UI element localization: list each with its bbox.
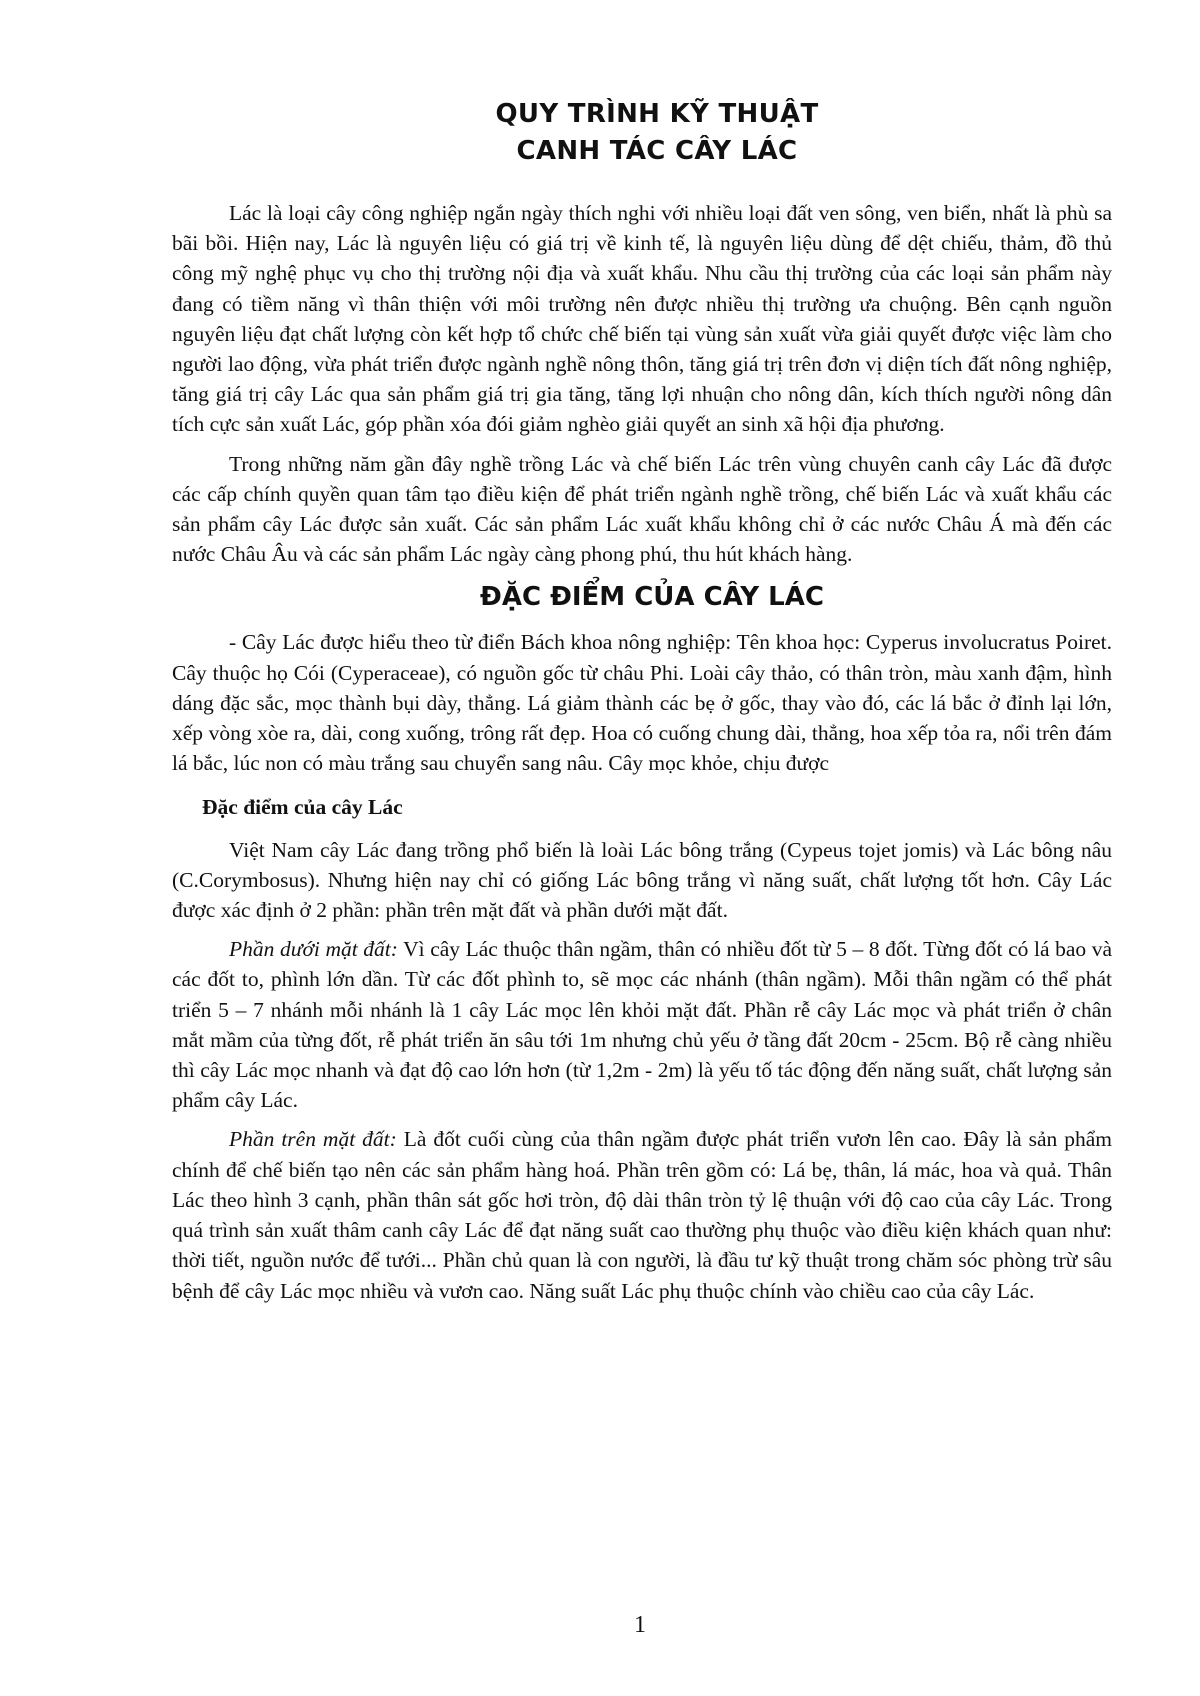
- subheading: Đặc điểm của cây Lác: [202, 795, 403, 820]
- above-ground-paragraph: [172, 1124, 1112, 1305]
- intro-paragraph-1: Lác là loại cây công nghiệp ngắn ngày thích nghi với nhiều loại đất ven sông, ven biển, nhất là phù sa bãi bồi. Hiện nay, Lác là nguyên liệu có giá trị về kinh tế, là nguyên liệu dùng để dệt chiếu, thảm, đồ thủ công mỹ nghệ phục vụ cho thị trường nội địa và xuất khẩu. Nhu cầu thị trường của các loại sản phẩm này đang có tiềm năng vì thân thiện với môi trường nên được nhiều thị trường ưa chuộng. Bên cạnh nguồn nguyên liệu đạt chất lượng còn kết hợp tổ chức chế biến tại vùng sản xuất vừa giải quyết được việc làm cho người lao động, vừa phát triển được ngành nghề nông thôn, tăng giá trị trên đơn vị diện tích đất nông nghiệp, tăng giá trị cây Lác qua sản phẩm giá trị gia tăng, tăng lợi nhuận cho nông dân, kích thích người nông dân tích cực sản xuất Lác, góp phần xóa đói giảm nghèo giải quyết an sinh xã hội địa phương.: [172, 201, 1112, 437]
- page-number: 1: [634, 1612, 646, 1638]
- above-ground-lead: Phần trên mặt đất:: [229, 1127, 397, 1152]
- document-page: [172, 96, 1112, 1315]
- document-title-line-1: QUY TRÌNH KỸ THUẬT: [495, 99, 819, 129]
- title-block: [172, 96, 1112, 170]
- document-title-line-2: CANH TÁC CÂY LÁC: [516, 136, 798, 166]
- section-heading: ĐẶC ĐIỂM CỦA CÂY LÁC: [480, 582, 824, 613]
- above-ground-text: Là đốt cuối cùng của thân ngầm được phát triển vươn lên cao. Đây là sản phẩm chính để chế biến tạo nên các sản phẩm hàng hoá. Phần trên gồm có: Lá bẹ, thân, lá mác, hoa và quả. Thân Lác theo hình 3 cạnh, phần thân sát gốc hơi tròn, độ dài thân tròn tỷ lệ thuận với độ cao của cây Lác. Trong quá trình sản xuất thâm canh cây Lác để đạt năng suất cao thường phụ thuộc vào điều kiện khách quan như: thời tiết, nguồn nước để tưới... Phần chủ quan là con người, là đầu tư kỹ thuật trong chăm sóc phòng trừ sâu bệnh để cây Lác mọc nhiều và vươn cao. Năng suất Lác phụ thuộc chính vào chiều cao của cây Lác.: [172, 1127, 1112, 1303]
- below-ground-paragraph: [172, 934, 1112, 1115]
- intro-paragraph-2: Trong những năm gần đây nghề trồng Lác và chế biến Lác trên vùng chuyên canh cây Lác đã được các cấp chính quyền quan tâm tạo điều kiện để phát triển ngành nghề trồng, chế biến Lác và xuất khẩu các sản phẩm cây Lác được sản xuất. Các sản phẩm Lác xuất khẩu không chỉ ở các nước Châu Á mà đến các nước Châu Âu và các sản phẩm Lác ngày càng phong phú, thu hút khách hàng.: [172, 451, 1112, 567]
- below-ground-lead: Phần dưới mặt đất:: [229, 937, 398, 962]
- section-paragraph-1: - Cây Lác được hiểu theo từ điển Bách khoa nông nghiệp: Tên khoa học: Cyperus involucratus Poiret. Cây thuộc họ Cói (Cyperaceae), có nguồn gốc từ châu Phi. Loài cây thảo, có thân tròn, màu xanh đậm, hình dáng đặc sắc, mọc thành bụi dày, thẳng. Lá giảm thành các bẹ ở gốc, thay vào đó, các lá bắc ở đỉnh lại lớn, xếp vòng xòe ra, dài, cong xuống, trông rất đẹp. Hoa có cuống chung dài, thẳng, hoa xếp tỏa ra, nổi trên đám lá bắc, lúc non có màu trắng sau chuyển sang nâu. Cây mọc khỏe, chịu được: [172, 630, 1112, 776]
- section-paragraph-2: Việt Nam cây Lác đang trồng phổ biến là loài Lác bông trắng (Cypeus tojet jomis) và Lác bông nâu (C.Corymbosus). Nhưng hiện nay chỉ có giống Lác bông trắng vì năng suất, chất lượng tốt hơn. Cây Lác được xác định ở 2 phần: phần trên mặt đất và phần dưới mặt đất.: [172, 837, 1112, 923]
- below-ground-text: Vì cây Lác thuộc thân ngầm, thân có nhiều đốt từ 5 – 8 đốt. Từng đốt có lá bao và các đốt to, phình lớn dần. Từ các đốt phình to, sẽ mọc các nhánh (thân ngầm). Mỗi thân ngầm có thể phát triển 5 – 7 nhánh mỗi nhánh là 1 cây Lác mọc lên khỏi mặt đất. Phần rễ cây Lác mọc và phát triển ở chân mắt mầm của từng đốt, rễ phát triển ăn sâu tới 1m nhưng chủ yếu ở tầng đất 20cm - 25cm. Bộ rễ càng nhiều thì cây Lác mọc nhanh và đạt độ cao lớn hơn (từ 1,2m - 2m) là yếu tố tác động đến năng suất, chất lượng sản phẩm cây Lác.: [172, 937, 1112, 1113]
